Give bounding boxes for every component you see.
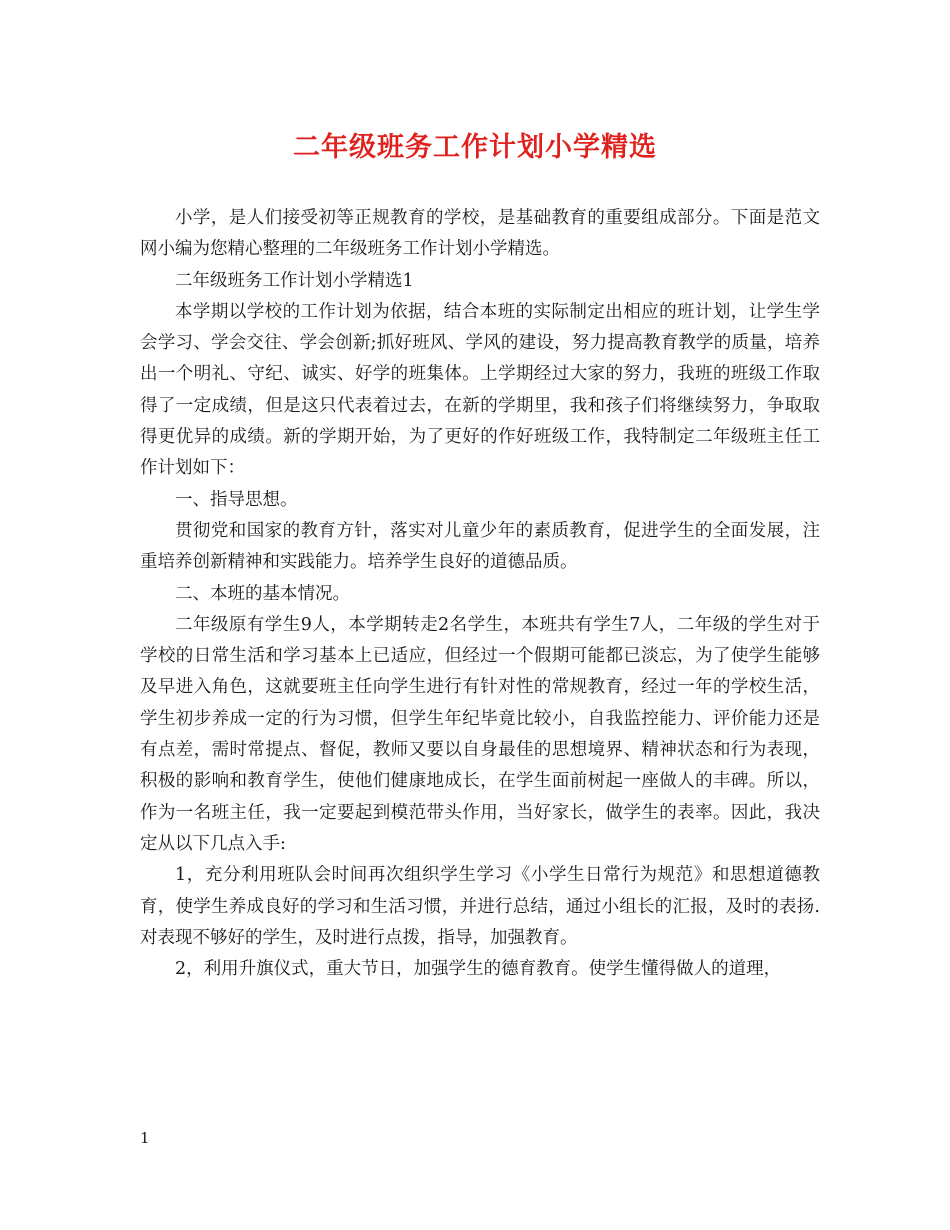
- paragraph-intro: 小学，是人们接受初等正规教育的学校，是基础教育的重要组成部分。下面是范文网小编为您精心整理的二年级班务工作计划小学精选。: [140, 208, 820, 260]
- paragraph-point-2: 2，利用升旗仪式，重大节日，加强学生的德育教育。使学生懂得做人的道理，: [175, 959, 782, 980]
- paragraph-guiding-thought: 贯彻党和国家的教育方针，落实对儿童少年的素质教育，促进学生的全面发展，注重培养创新精神和实践能力。培养学生良好的道德品质。: [140, 520, 820, 573]
- section-heading-class-situation: 二、本班的基本情况。: [175, 583, 350, 604]
- paragraph-point-1: 1，充分利用班队会时间再次组织学生学习《小学生日常行为规范》和思想道德教育，使学生养成良好的学习和生活习惯，并进行总结，通过小组长的汇报，及时的表扬.对表现不够好的学生，及时进行点拨，指导，加强教育。: [140, 865, 820, 948]
- paragraph-plan-basis: 本学期以学校的工作计划为依据，结合本班的实际制定出相应的班计划，让学生学会学习、学会交往、学会创新;抓好班风、学风的建设，努力提高教育教学的质量，培养出一个明礼、守纪、诚实、好学的班集体。上学期经过大家的努力，我班的班级工作取得了一定成绩，但是这只代表着过去，在新的学期里，我和孩子们将继续努力，争取取得更优异的成绩。新的学期开始，为了更好的作好班级工作，我特制定二年级班主任工作计划如下：: [140, 301, 820, 479]
- page-number: 1: [140, 1129, 150, 1147]
- section-heading-guiding-thought: 一、指导思想。: [175, 489, 298, 510]
- document-body: [140, 203, 820, 985]
- paragraph-class-situation: 二年级原有学生9人，本学期转走2名学生，本班共有学生7人，二年级的学生对于学校的日常生活和学习基本上已适应，但经过一个假期可能都已淡忘，为了使学生能够及早进入角色，这就要班主任向学生进行有针对性的常规教育，经过一年的学校生活，学生初步养成一定的行为习惯，但学生年纪毕竟比较小，自我监控能力、评价能力还是有点差，需时常提点、督促，教师又要以自身最佳的思想境界、精神状态和行为表现，积极的影响和教育学生，使他们健康地成长，在学生面前树起一座做人的丰碑。所以，作为一名班主任，我一定要起到模范带头作用，当好家长，做学生的表率。因此，我决定从以下几点入手:: [140, 614, 820, 854]
- document-title: 二年级班务工作计划小学精选: [293, 132, 657, 163]
- section-heading-1: 二年级班务工作计划小学精选1: [175, 270, 414, 291]
